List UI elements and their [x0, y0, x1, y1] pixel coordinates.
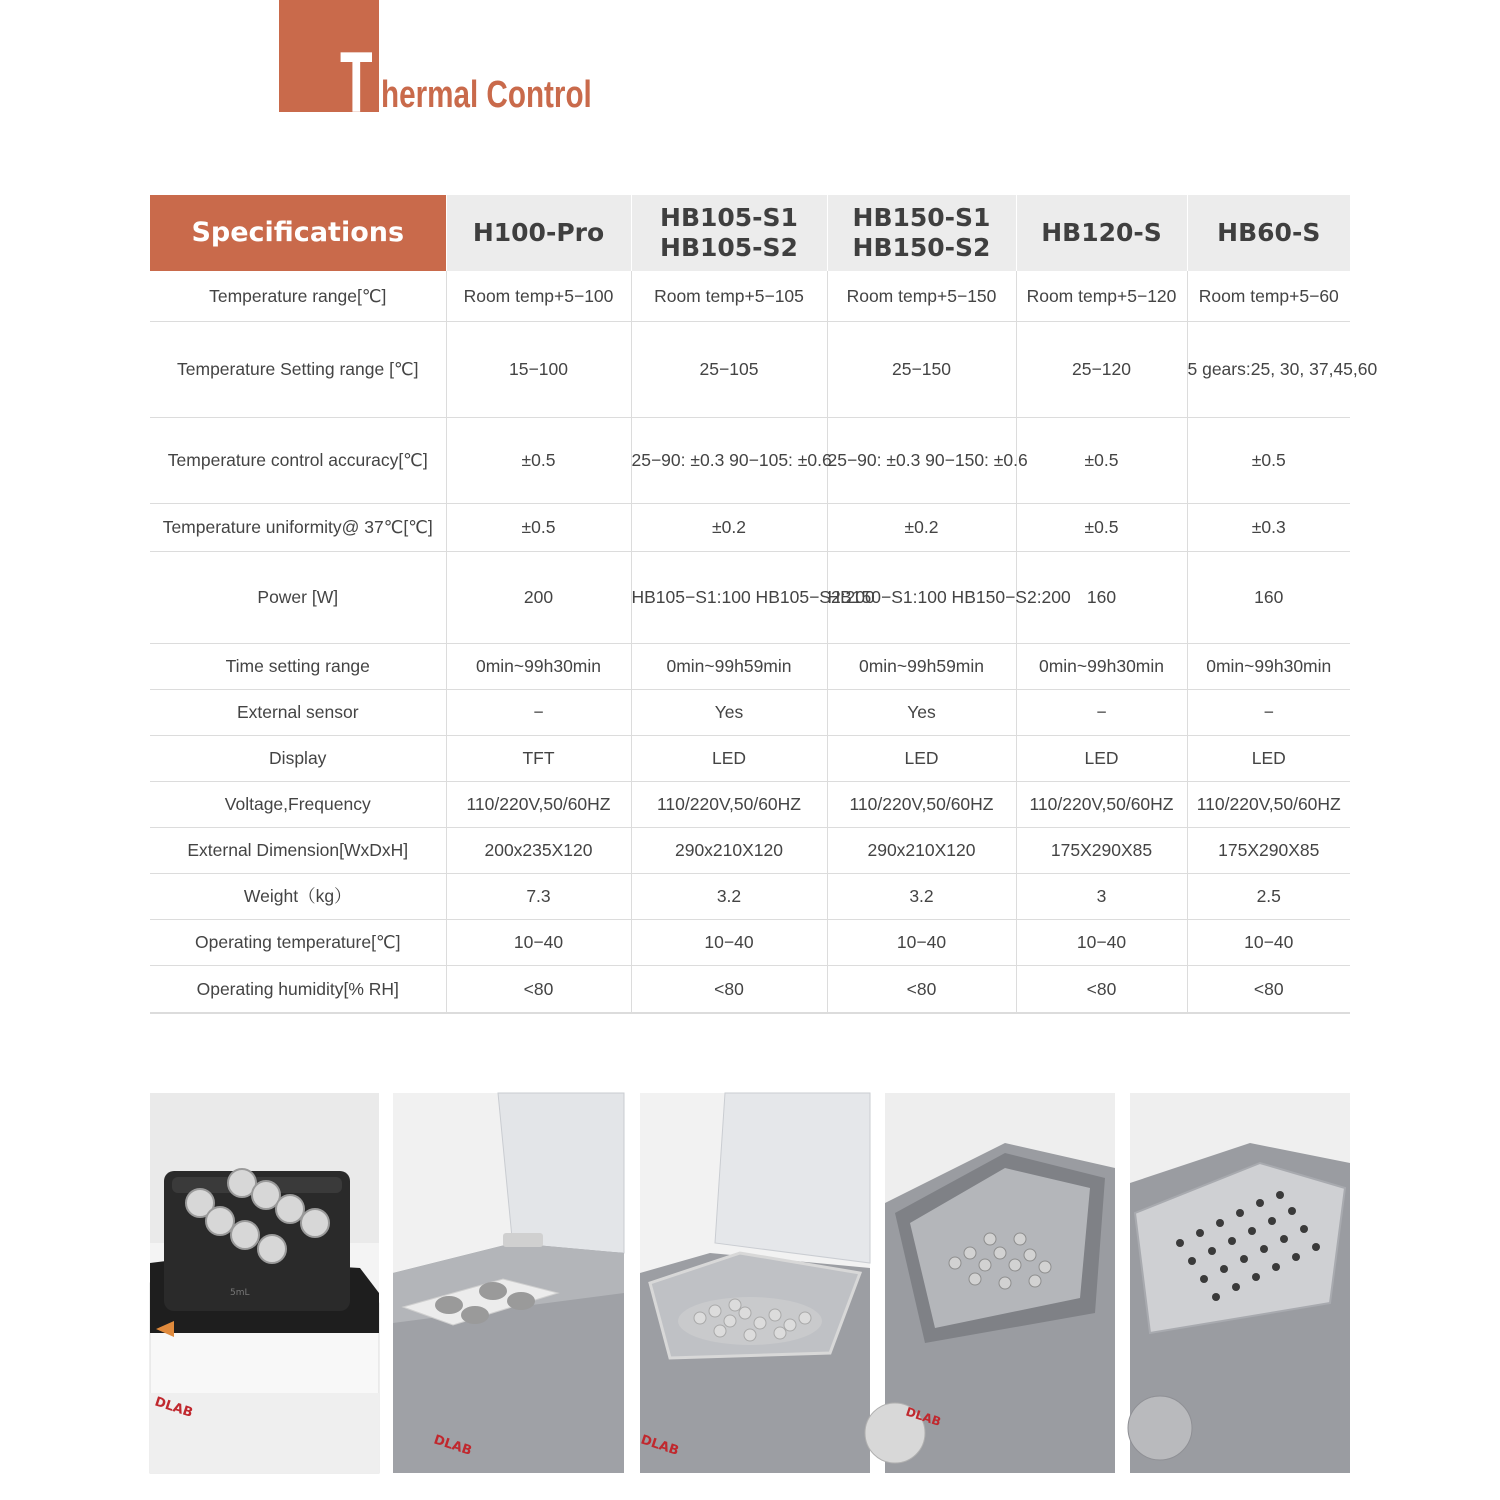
table-cell: 0min~99h59min	[631, 643, 827, 689]
table-cell: 290x210X120	[827, 827, 1016, 873]
table-cell: 0min~99h30min	[446, 643, 631, 689]
product-photo-hb120	[885, 1093, 1115, 1473]
brand-logo: DLAB	[152, 1394, 195, 1421]
table-cell: ±0.2	[827, 503, 1016, 551]
table-cell: Yes	[631, 689, 827, 735]
table-cell: 200x235X120	[446, 827, 631, 873]
product-photo-h100-pro	[150, 1093, 379, 1473]
table-cell: ±0.5	[1016, 417, 1187, 503]
brand-logo: DLAB	[638, 1432, 681, 1459]
title-first-letter: T	[340, 35, 373, 131]
table-cell: ±0.5	[1016, 503, 1187, 551]
table-cell: ±0.5	[1187, 417, 1350, 503]
table-row	[150, 919, 1350, 965]
row-label: External sensor	[150, 689, 446, 735]
row-label: Temperature Setting range [℃]	[150, 321, 446, 417]
table-cell: 160	[1016, 551, 1187, 643]
product-photo-hb60	[1130, 1093, 1350, 1473]
table-cell: 10−40	[631, 919, 827, 965]
table-cell: 25−105	[631, 321, 827, 417]
tube-label: 5mL	[230, 1288, 250, 1298]
table-cell: 110/220V,50/60HZ	[446, 781, 631, 827]
table-cell: Room temp+5−120	[1016, 271, 1187, 321]
table-cell: 110/220V,50/60HZ	[827, 781, 1016, 827]
model-header: HB105-S1 HB105-S2	[631, 195, 827, 271]
table-row	[150, 643, 1350, 689]
table-cell: 0min~99h30min	[1187, 643, 1350, 689]
table-row	[150, 827, 1350, 873]
row-label: Temperature uniformity@ 37℃[℃]	[150, 503, 446, 551]
table-row	[150, 781, 1350, 827]
table-cell: <80	[1187, 965, 1350, 1013]
model-header: HB150-S1 HB150-S2	[827, 195, 1016, 271]
row-label: Temperature range[℃]	[150, 271, 446, 321]
table-cell: <80	[446, 965, 631, 1013]
table-cell: 10−40	[1016, 919, 1187, 965]
table-header-row	[150, 195, 1350, 271]
table-cell: HB150−S1:100 HB150−S2:200	[827, 551, 1016, 643]
table-cell: 15−100	[446, 321, 631, 417]
table-cell: 290x210X120	[631, 827, 827, 873]
table-cell: 175X290X85	[1187, 827, 1350, 873]
page-title: hermal Control	[381, 74, 592, 116]
table-cell: ±0.5	[446, 503, 631, 551]
table-cell: 25−90: ±0.3 90−105: ±0.6	[631, 417, 827, 503]
table-cell: 0min~99h59min	[827, 643, 1016, 689]
table-cell: 3	[1016, 873, 1187, 919]
table-cell: 10−40	[446, 919, 631, 965]
table-cell: LED	[1016, 735, 1187, 781]
table-cell: Room temp+5−60	[1187, 271, 1350, 321]
table-cell: 200	[446, 551, 631, 643]
table-cell: 3.2	[631, 873, 827, 919]
table-cell: ±0.2	[631, 503, 827, 551]
row-label: External Dimension[WxDxH]	[150, 827, 446, 873]
table-cell: HB105−S1:100 HB105−S2:200	[631, 551, 827, 643]
table-cell: Room temp+5−105	[631, 271, 827, 321]
table-cell: ±0.5	[446, 417, 631, 503]
specifications-header: Specifications	[150, 195, 446, 271]
table-cell: <80	[827, 965, 1016, 1013]
table-cell: Room temp+5−150	[827, 271, 1016, 321]
table-cell: 2.5	[1187, 873, 1350, 919]
table-row	[150, 689, 1350, 735]
table-cell: 160	[1187, 551, 1350, 643]
table-cell: −	[446, 689, 631, 735]
row-label: Operating humidity[% RH]	[150, 965, 446, 1013]
table-cell: 110/220V,50/60HZ	[631, 781, 827, 827]
specifications-table	[150, 195, 1378, 1014]
table-cell: 25−90: ±0.3 90−150: ±0.6	[827, 417, 1016, 503]
row-label: Power [W]	[150, 551, 446, 643]
product-photo-hb150	[640, 1093, 870, 1473]
table-cell: 0min~99h30min	[1016, 643, 1187, 689]
table-cell: 3.2	[827, 873, 1016, 919]
table-cell: LED	[827, 735, 1016, 781]
table-cell: 175X290X85	[1016, 827, 1187, 873]
row-label: Weight（kg）	[150, 873, 446, 919]
table-cell: Yes	[827, 689, 1016, 735]
table-cell: 25−120	[1016, 321, 1187, 417]
table-row	[150, 321, 1350, 417]
table-cell: ±0.3	[1187, 503, 1350, 551]
row-label: Temperature control accuracy[℃]	[150, 417, 446, 503]
table-row	[150, 965, 1350, 1013]
table-cell: −	[1187, 689, 1350, 735]
table-cell: LED	[1187, 735, 1350, 781]
product-photo-hb105	[393, 1093, 624, 1473]
table-cell: <80	[631, 965, 827, 1013]
table-cell: Room temp+5−100	[446, 271, 631, 321]
table-cell: TFT	[446, 735, 631, 781]
table-cell: −	[1016, 689, 1187, 735]
row-label: Display	[150, 735, 446, 781]
row-label: Operating temperature[℃]	[150, 919, 446, 965]
table-row	[150, 503, 1350, 551]
table-cell: 25−150	[827, 321, 1016, 417]
brand-logo: DLAB	[431, 1432, 474, 1459]
row-label: Voltage,Frequency	[150, 781, 446, 827]
model-header: H100-Pro	[446, 195, 631, 271]
table-cell: 5 gears:25, 30, 37,45,60	[1187, 321, 1350, 417]
table-cell: 110/220V,50/60HZ	[1187, 781, 1350, 827]
model-header: HB120-S	[1016, 195, 1187, 271]
table-row	[150, 417, 1350, 503]
model-header: HB60-S	[1187, 195, 1350, 271]
table-cell: 10−40	[827, 919, 1016, 965]
table-row	[150, 735, 1350, 781]
table-cell: 110/220V,50/60HZ	[1016, 781, 1187, 827]
table-cell: 10−40	[1187, 919, 1350, 965]
table-cell: LED	[631, 735, 827, 781]
table-row	[150, 271, 1350, 321]
row-label: Time setting range	[150, 643, 446, 689]
table-cell: 7.3	[446, 873, 631, 919]
table-row	[150, 551, 1350, 643]
table-row	[150, 873, 1350, 919]
table-cell: <80	[1016, 965, 1187, 1013]
brand-logo: DLAB	[904, 1404, 943, 1429]
